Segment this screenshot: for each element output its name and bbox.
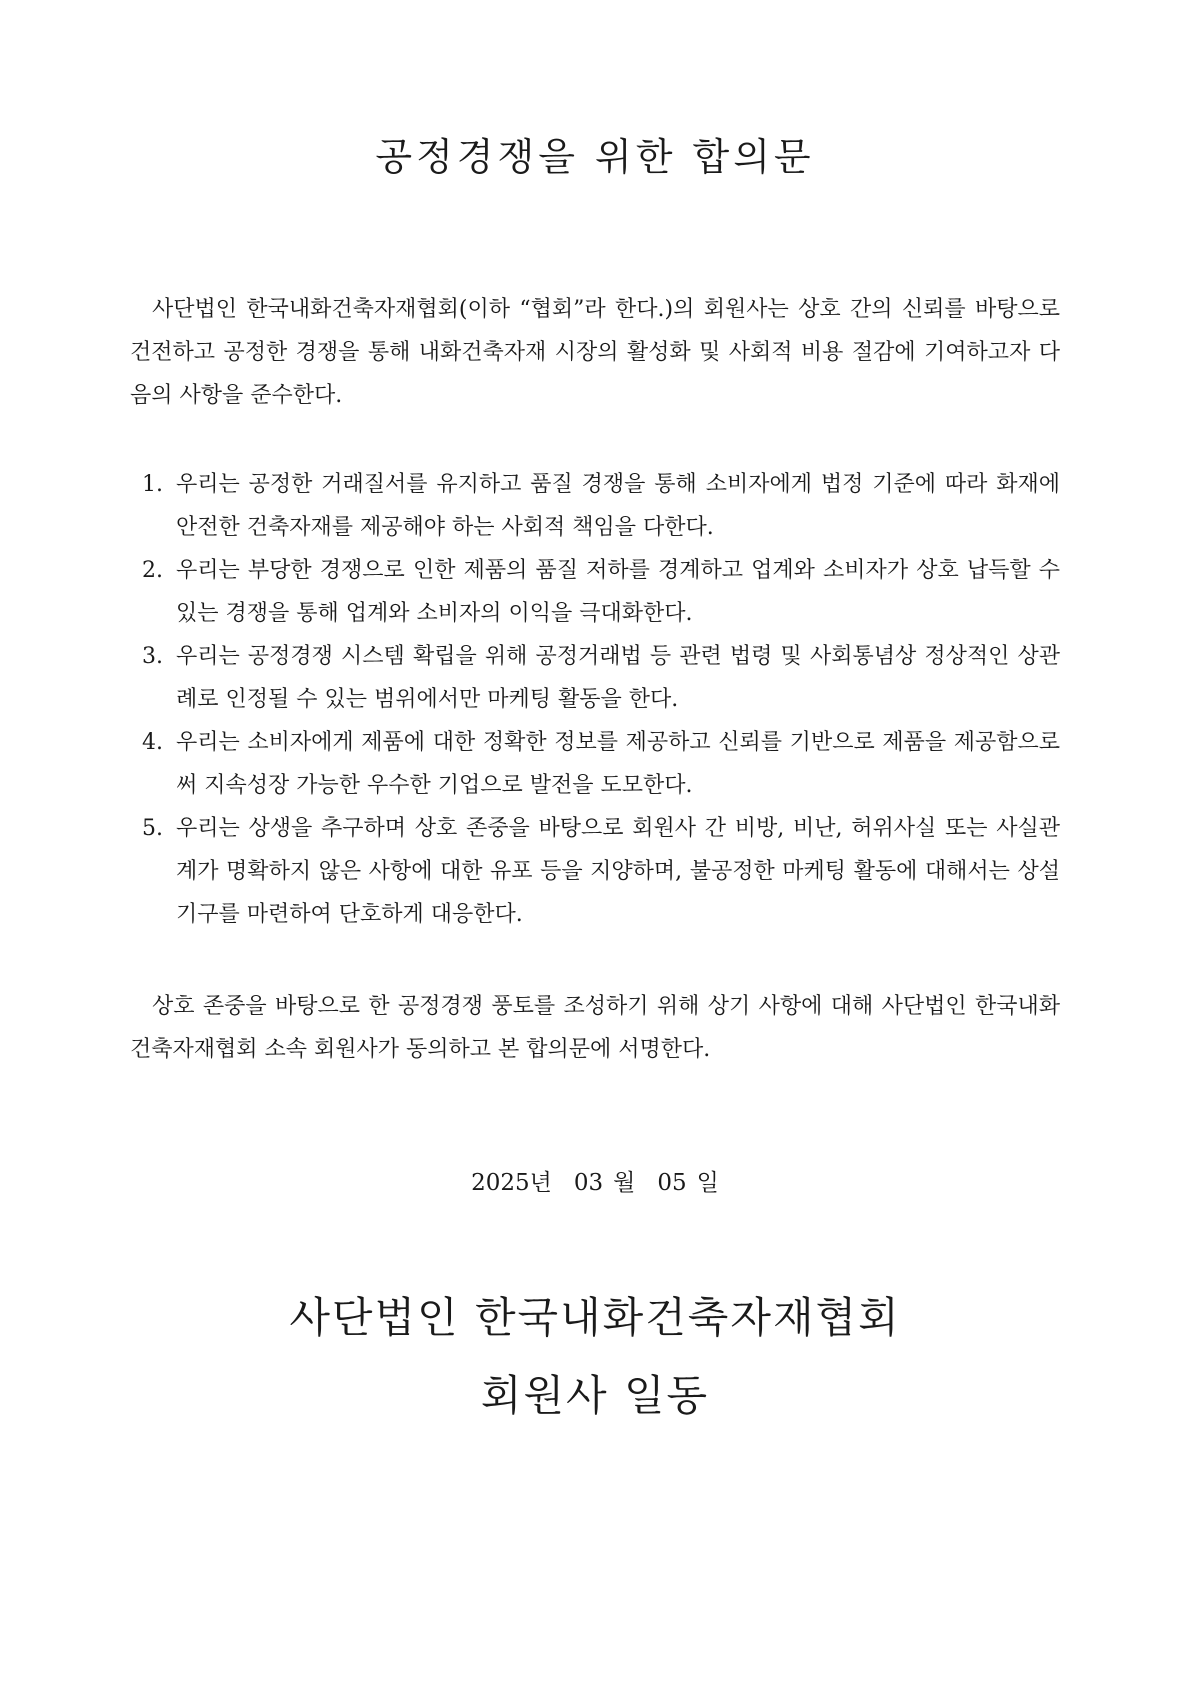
item-number: 4.: [142, 730, 163, 755]
signature-members: 회원사 일동: [480, 1371, 710, 1420]
date-month-unit: 월: [613, 1170, 636, 1196]
item-number: 5.: [142, 816, 163, 841]
item-text: 우리는 부당한 경쟁으로 인한 제품의 품질 저하를 경계하고 업계와 소비자가 상호 납득할 수 있는 경쟁을 통해 업계와 소비자의 이익을 극대화한다.: [176, 558, 1060, 626]
document-title: 공정경쟁을 위한 합의문: [375, 135, 815, 179]
list-item: [130, 463, 1060, 549]
item-number: 3.: [142, 644, 163, 669]
item-text: 우리는 소비자에게 제품에 대한 정확한 정보를 제공하고 신뢰를 기반으로 제품을 제공함으로써 지속성장 가능한 우수한 기업으로 발전을 도모한다.: [176, 730, 1060, 798]
date-month: 03: [573, 1170, 604, 1196]
signing-date: [0, 1165, 1190, 1201]
item-text: 우리는 공정한 거래질서를 유지하고 품질 경쟁을 통해 소비자에게 법정 기준에 따라 화재에 안전한 건축자재를 제공해야 하는 사회적 책임을 다한다.: [176, 472, 1060, 540]
intro-paragraph: [130, 288, 1060, 417]
date-year: 2025년: [471, 1170, 552, 1196]
closing-text: 상호 존중을 바탕으로 한 공정경쟁 풍토를 조성하기 위해 상기 사항에 대해 사단법인 한국내화건축자재협회 소속 회원사가 동의하고 본 합의문에 서명한다.: [130, 994, 1060, 1062]
commitment-list: [130, 463, 1060, 936]
list-item: [130, 549, 1060, 635]
item-number: 1.: [142, 472, 163, 497]
list-item: [130, 635, 1060, 721]
date-day: 05: [657, 1170, 687, 1196]
date-day-unit: 일: [696, 1170, 719, 1196]
intro-text: 사단법인 한국내화건축자재협회(이하 “협회”라 한다.)의 회원사는 상호 간의 신뢰를 바탕으로 건전하고 공정한 경쟁을 통해 내화건축자재 시장의 활성화 및 사회적 비용 절감에 기여하고자 다음의 사항을 준수한다.: [130, 297, 1060, 408]
list-item: [130, 721, 1060, 807]
item-text: 우리는 상생을 추구하며 상호 존중을 바탕으로 회원사 간 비방, 비난, 허위사실 또는 사실관계가 명확하지 않은 사항에 대한 유포 등을 지양하며, 불공정한 마케팅 활동에 대해서는 상설기구를 마련하여 단호하게 대응한다.: [176, 816, 1060, 927]
item-text: 우리는 공정경쟁 시스템 확립을 위해 공정거래법 등 관련 법령 및 사회통념상 정상적인 상관례로 인정될 수 있는 범위에서만 마케팅 활동을 한다.: [176, 644, 1060, 712]
item-number: 2.: [142, 558, 163, 583]
signature-organization: 사단법인 한국내화건축자재협회: [289, 1293, 901, 1342]
list-item: [130, 807, 1060, 936]
closing-paragraph: [130, 985, 1060, 1071]
